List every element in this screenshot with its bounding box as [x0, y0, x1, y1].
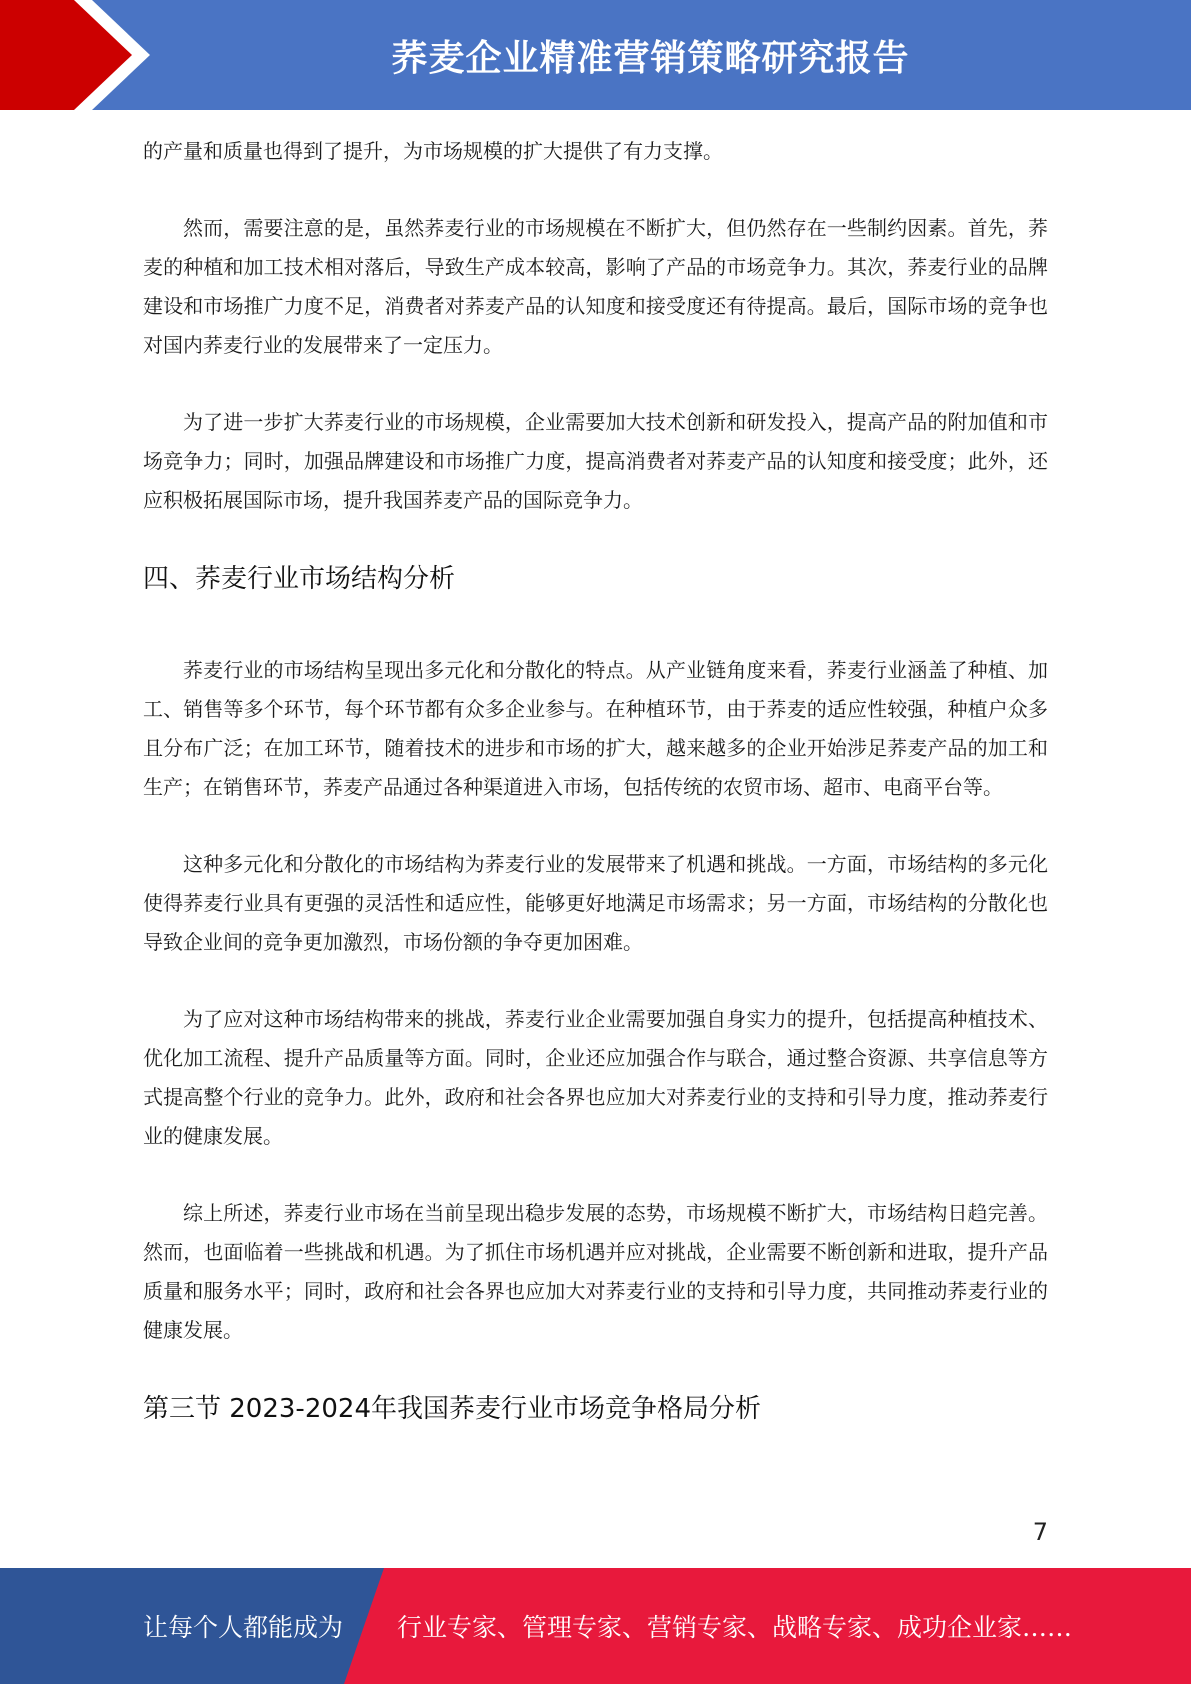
report-title: 荞麦企业精准营销策略研究报告 — [391, 37, 910, 79]
footer-slogan-right: 行业专家、管理专家、营销专家、战略专家、成功企业家…… — [397, 1613, 1073, 1642]
paragraph: 这种多元化和分散化的市场结构为荞麦行业的发展带来了机遇和挑战。一方面，市场结构的多元化使得荞麦行业具有更强的灵活性和适应性，能够更好地满足市场需求；另一方面，市场结构的分散化也导致企业间的竞争更加激烈，市场份额的争夺更加困难。 — [143, 852, 1048, 954]
page-footer — [0, 1568, 1191, 1684]
section-heading: 四、荞麦行业市场结构分析 — [143, 564, 456, 594]
document-body — [143, 132, 1048, 1425]
page-header — [0, 0, 1191, 110]
paragraph: 荞麦行业的市场结构呈现出多元化和分散化的特点。从产业链角度来看，荞麦行业涵盖了种植、加工、销售等多个环节，每个环节都有众多企业参与。在种植环节，由于荞麦的适应性较强，种植户众多且分布广泛；在加工环节，随着技术的进步和市场的扩大，越来越多的企业开始涉足荞麦产品的加工和生产；在销售环节，荞麦产品通过各种渠道进入市场，包括传统的农贸市场、超市、电商平台等。 — [143, 658, 1048, 799]
page-number: 7 — [1032, 1518, 1048, 1546]
paragraph: 的产量和质量也得到了提升，为市场规模的扩大提供了有力支撑。 — [143, 139, 723, 163]
paragraph: 为了应对这种市场结构带来的挑战，荞麦行业企业需要加强自身实力的提升，包括提高种植技术、优化加工流程、提升产品质量等方面。同时，企业还应加强合作与联合，通过整合资源、共享信息等方式提高整个行业的竞争力。此外，政府和社会各界也应加大对荞麦行业的支持和引导力度，推动荞麦行业的健康发展。 — [143, 1007, 1048, 1148]
subsection-heading: 第三节 2023-2024年我国荞麦行业市场竞争格局分析 — [143, 1394, 761, 1424]
paragraph: 综上所述，荞麦行业市场在当前呈现出稳步发展的态势，市场规模不断扩大，市场结构日趋完善。然而，也面临着一些挑战和机遇。为了抓住市场机遇并应对挑战，企业需要不断创新和进取，提升产品质量和服务水平；同时，政府和社会各界也应加大对荞麦行业的支持和引导力度，共同推动荞麦行业的健康发展。 — [143, 1201, 1048, 1342]
paragraph: 然而，需要注意的是，虽然荞麦行业的市场规模在不断扩大，但仍然存在一些制约因素。首先，荞麦的种植和加工技术相对落后，导致生产成本较高，影响了产品的市场竞争力。其次，荞麦行业的品牌建设和市场推广力度不足，消费者对荞麦产品的认知度和接受度还有待提高。最后，国际市场的竞争也对国内荞麦行业的发展带来了一定压力。 — [143, 216, 1048, 357]
footer-slogan-left: 让每个人都能成为 — [143, 1613, 344, 1642]
paragraph: 为了进一步扩大荞麦行业的市场规模，企业需要加大技术创新和研发投入，提高产品的附加值和市场竞争力；同时，加强品牌建设和市场推广力度，提高消费者对荞麦产品的认知度和接受度；此外，还应积极拓展国际市场，提升我国荞麦产品的国际竞争力。 — [143, 410, 1048, 512]
